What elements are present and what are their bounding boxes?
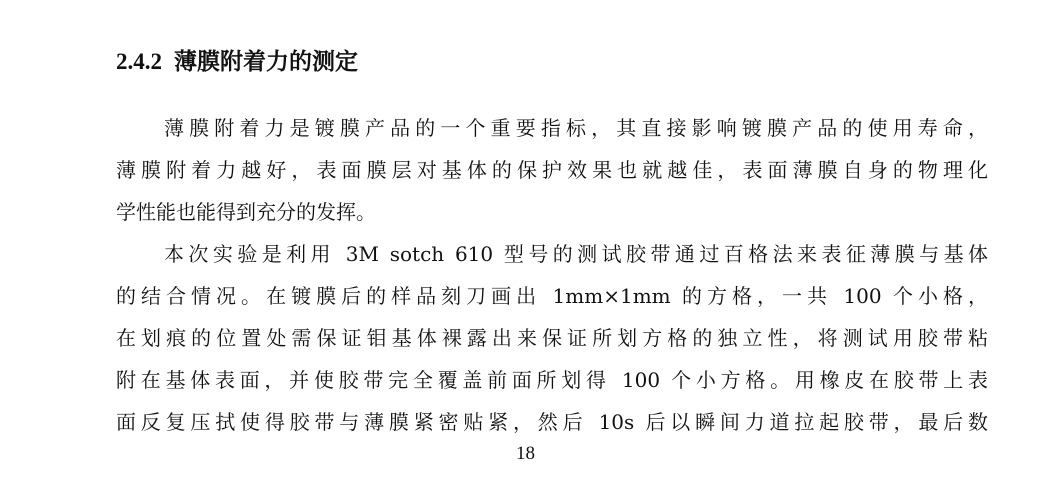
paragraph-line: 在划痕的位置处需保证钼基体裸露出来保证所划方格的独立性，将测试用胶带粘 [116, 326, 988, 350]
paragraph-line: 的结合情况。在镀膜后的样品刻刀画出 1mm×1mm 的方格，一共 100 个小格， [116, 284, 988, 308]
paragraph-line: 薄膜附着力越好，表面膜层对基体的保护效果也就越佳，表面薄膜自身的物理化 [116, 158, 988, 182]
paragraph-crosshatch-test [116, 233, 988, 443]
section-number: 2.4.2 [116, 49, 162, 74]
paragraph-line: 本次实验是利用 3M sotch 610 型号的测试胶带通过百格法来表征薄膜与基体 [164, 242, 988, 266]
paragraph-line: 面反复压拭使得胶带与薄膜紧密贴紧，然后 10s 后以瞬间力道拉起胶带，最后数 [116, 410, 988, 434]
section-heading [116, 45, 358, 79]
paragraph-adhesion-importance [116, 107, 988, 233]
paragraph-line: 薄膜附着力是镀膜产品的一个重要指标，其直接影响镀膜产品的使用寿命， [164, 116, 988, 140]
paragraph-line: 附在基体表面，并使胶带完全覆盖前面所划得 100 个小方格。用橡皮在胶带上表 [116, 368, 988, 392]
section-title: 薄膜附着力的测定 [174, 49, 358, 75]
paragraph-line: 学性能也能得到充分的发挥。 [116, 200, 376, 224]
page-number: 18 [516, 443, 535, 464]
